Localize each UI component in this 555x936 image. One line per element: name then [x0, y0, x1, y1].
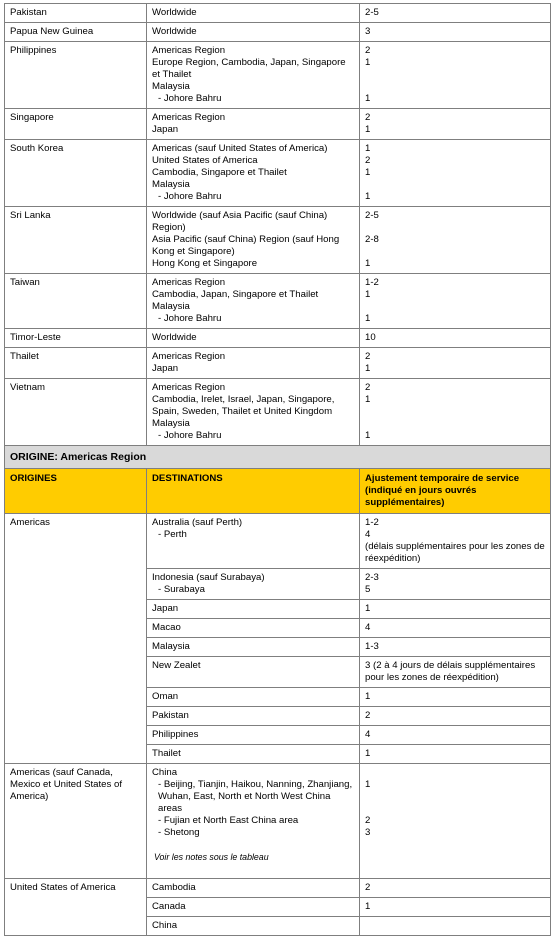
days-cell: [360, 514, 551, 569]
destination-cell: [147, 657, 360, 688]
days-cell: [360, 379, 551, 446]
destination-line: Philippines: [152, 729, 199, 740]
days-line: 2-8: [365, 234, 379, 245]
header-destinations: DESTINATIONS: [147, 469, 360, 514]
americas-origin-rows: [5, 514, 551, 764]
days-cell: [360, 726, 551, 745]
table-row: [5, 348, 551, 379]
days-line: [365, 179, 545, 191]
days-cell: [360, 688, 551, 707]
days-cell: [360, 109, 551, 140]
destination-line: Worldwide: [152, 332, 197, 343]
days-line: 1: [365, 363, 371, 374]
days-line: 2: [365, 351, 371, 362]
destination-line: Americas Region: [152, 382, 226, 393]
origin-cell: Timor-Leste: [5, 329, 147, 348]
destination-cell: [147, 348, 360, 379]
days-cell: [360, 707, 551, 726]
days-line: 2-3: [365, 572, 379, 583]
days-cell: [360, 274, 551, 329]
days-line: [365, 803, 545, 815]
days-line: 1: [365, 258, 371, 269]
destination-line: Cambodia, Irelet, Israel, Japan, Singapore, Spain, Sweden, Thailet et United Kingdom: [152, 394, 335, 417]
days-line: [365, 301, 545, 313]
destination-cell: [147, 329, 360, 348]
origin-cell: Philippines: [5, 42, 147, 109]
destination-line: Worldwide: [152, 26, 197, 37]
days-cell: [360, 657, 551, 688]
rate-table-page: [4, 3, 551, 936]
destination-line: Malaysia: [152, 641, 190, 652]
days-line: 1-2: [365, 517, 379, 528]
origin-cell: Americas: [5, 514, 147, 764]
destination-line: - Johore Bahru: [158, 93, 222, 104]
origin-cell: Vietnam: [5, 379, 147, 446]
days-line: 5: [365, 584, 371, 595]
destination-cell: [147, 514, 360, 569]
destination-cell: [147, 42, 360, 109]
table-row: [5, 764, 551, 879]
table-row: [5, 879, 551, 898]
days-line: 2: [365, 45, 371, 56]
destination-line: - Johore Bahru: [158, 430, 222, 441]
table-row: [5, 329, 551, 348]
days-cell: [360, 745, 551, 764]
days-cell: [360, 619, 551, 638]
days-line: 1: [365, 691, 371, 702]
destination-line: Japan: [152, 363, 179, 374]
table-row: [5, 42, 551, 109]
days-line: 1: [365, 901, 371, 912]
asia-origin-rows: [5, 4, 551, 446]
days-cell: [360, 600, 551, 619]
origin-cell: Thailet: [5, 348, 147, 379]
destination-line: Europe Region, Cambodia, Japan, Singapore et Thailet: [152, 57, 346, 80]
header-row: [5, 469, 551, 514]
destination-line: China: [152, 920, 178, 931]
table-row: [5, 207, 551, 274]
destination-line: - Shetong: [158, 827, 200, 838]
days-cell: [360, 42, 551, 109]
destination-line: Americas Region: [152, 45, 226, 56]
days-line: 1: [365, 603, 371, 614]
table-note: Voir les notes sous le tableau: [154, 852, 269, 862]
destination-line: Malaysia: [152, 301, 190, 312]
days-line: 1: [365, 143, 371, 154]
days-line: 1: [365, 93, 371, 104]
destination-line: Cambodia: [152, 882, 196, 893]
destination-cell: [147, 23, 360, 42]
table-row: [5, 274, 551, 329]
destination-line: - Perth: [158, 529, 187, 540]
days-line: 1: [365, 289, 371, 300]
days-line: 2: [365, 882, 371, 893]
destination-cell: [147, 600, 360, 619]
days-cell: [360, 207, 551, 274]
origin-cell: Sri Lanka: [5, 207, 147, 274]
days-line: 1: [365, 430, 371, 441]
table-row: [5, 514, 551, 569]
days-cell: [360, 329, 551, 348]
destination-line: Malaysia: [152, 418, 190, 429]
destination-line: Americas Region: [152, 351, 226, 362]
days-line: 4: [365, 529, 371, 540]
destination-line: Malaysia: [152, 179, 190, 190]
days-line: 2: [365, 155, 371, 166]
days-cell: [360, 764, 551, 879]
table-row: [5, 379, 551, 446]
days-line: [365, 81, 545, 93]
table-row: [5, 4, 551, 23]
days-line: [365, 406, 545, 418]
days-line: 1: [365, 779, 371, 790]
days-cell: [360, 4, 551, 23]
origin-cell: Taiwan: [5, 274, 147, 329]
destination-line: Cambodia, Japan, Singapore et Thailet: [152, 289, 319, 300]
destination-cell: [147, 707, 360, 726]
service-adjustment-table: [4, 3, 551, 936]
days-line: 2-5: [365, 7, 379, 18]
destination-cell: [147, 898, 360, 917]
table-row: [5, 109, 551, 140]
origin-cell: Americas (sauf Canada, Mexico et United States of America): [5, 764, 147, 879]
days-line: 3: [365, 26, 371, 37]
destination-line: Americas (sauf United States of America): [152, 143, 328, 154]
destination-cell: [147, 917, 360, 936]
destination-line: - Fujian et North East China area: [158, 815, 299, 826]
destination-line: Canada: [152, 901, 186, 912]
destination-line: Americas Region: [152, 112, 226, 123]
days-cell: [360, 917, 551, 936]
destination-line: Thailet: [152, 748, 181, 759]
destination-cell: [147, 638, 360, 657]
days-line: 3 (2 à 4 jours de délais supplémentaires pour les zones de réexpédition): [365, 660, 536, 683]
days-cell: [360, 348, 551, 379]
destination-cell: [147, 207, 360, 274]
destination-cell: [147, 569, 360, 600]
header-adjustment: Ajustement temporaire de service (indiqué en jours ouvrés supplémentaires): [360, 469, 551, 514]
days-line: [365, 69, 545, 81]
section-title: ORIGINE: Americas Region: [5, 446, 551, 469]
destination-cell: [147, 879, 360, 898]
destination-line: Macao: [152, 622, 181, 633]
origin-cell: South Korea: [5, 140, 147, 207]
days-line: 4: [365, 622, 371, 633]
days-line: 10: [365, 332, 376, 343]
destination-cell: [147, 379, 360, 446]
days-line: 2: [365, 710, 371, 721]
days-cell: [360, 140, 551, 207]
destination-line: Oman: [152, 691, 179, 702]
destination-line: Japan: [152, 124, 179, 135]
destination-line: - Surabaya: [158, 584, 205, 595]
destination-line: China: [152, 767, 178, 778]
days-line: 1: [365, 313, 371, 324]
destination-cell: [147, 764, 360, 879]
days-line: 1: [365, 124, 371, 135]
days-cell: [360, 638, 551, 657]
table-row: [5, 23, 551, 42]
destination-cell: [147, 140, 360, 207]
days-line: 2: [365, 382, 371, 393]
days-line: [365, 920, 545, 932]
days-cell: [360, 879, 551, 898]
days-line: 4: [365, 729, 371, 740]
days-line: 1: [365, 394, 371, 405]
days-line: (délais supplémentaires pour les zones de réexpédition): [365, 541, 545, 564]
origin-cell: United States of America: [5, 879, 147, 936]
destination-cell: [147, 109, 360, 140]
header-origins: ORIGINES: [5, 469, 147, 514]
destination-cell: [147, 619, 360, 638]
destination-line: - Beijing, Tianjin, Haikou, Nanning, Zhanjiang, Wuhan, East, North et North West China areas: [158, 779, 353, 814]
destination-line: Australia (sauf Perth): [152, 517, 243, 528]
origin-cell: Papua New Guinea: [5, 23, 147, 42]
destination-line: - Johore Bahru: [158, 191, 222, 202]
days-line: 2: [365, 815, 371, 826]
days-line: [365, 246, 545, 258]
destination-cell: [147, 745, 360, 764]
days-line: [365, 767, 545, 779]
destination-cell: [147, 688, 360, 707]
origin-cell: Singapore: [5, 109, 147, 140]
section-row: [5, 446, 551, 469]
destination-line: Hong Kong et Singapore: [152, 258, 258, 269]
days-line: 1: [365, 57, 371, 68]
destination-line: United States of America: [152, 155, 258, 166]
days-line: 2-5: [365, 210, 379, 221]
destination-line: Asia Pacific (sauf China) Region (sauf Hong Kong et Singapore): [152, 234, 340, 257]
destination-line: - Johore Bahru: [158, 313, 222, 324]
days-line: 1: [365, 748, 371, 759]
days-line: 1-3: [365, 641, 379, 652]
days-line: 1: [365, 191, 371, 202]
days-line: [365, 222, 545, 234]
destination-cell: [147, 274, 360, 329]
origin-cell: Pakistan: [5, 4, 147, 23]
days-line: [365, 418, 545, 430]
destination-cell: [147, 4, 360, 23]
destination-line: New Zealet: [152, 660, 201, 671]
days-line: 1-2: [365, 277, 379, 288]
days-cell: [360, 569, 551, 600]
days-line: [365, 791, 545, 803]
days-cell: [360, 898, 551, 917]
days-line: 3: [365, 827, 371, 838]
table-row: [5, 140, 551, 207]
days-line: 1: [365, 167, 371, 178]
usa-origin-rows: [5, 879, 551, 936]
destination-line: Cambodia, Singapore et Thailet: [152, 167, 287, 178]
destination-line: Japan: [152, 603, 179, 614]
destination-cell: [147, 726, 360, 745]
destination-line: Indonesia (sauf Surabaya): [152, 572, 265, 583]
destination-line: Worldwide (sauf Asia Pacific (sauf China) Region): [152, 210, 328, 233]
destination-line: Malaysia: [152, 81, 190, 92]
destination-line: Americas Region: [152, 277, 226, 288]
destination-line: Pakistan: [152, 710, 189, 721]
destination-line: Worldwide: [152, 7, 197, 18]
days-cell: [360, 23, 551, 42]
days-line: 2: [365, 112, 371, 123]
